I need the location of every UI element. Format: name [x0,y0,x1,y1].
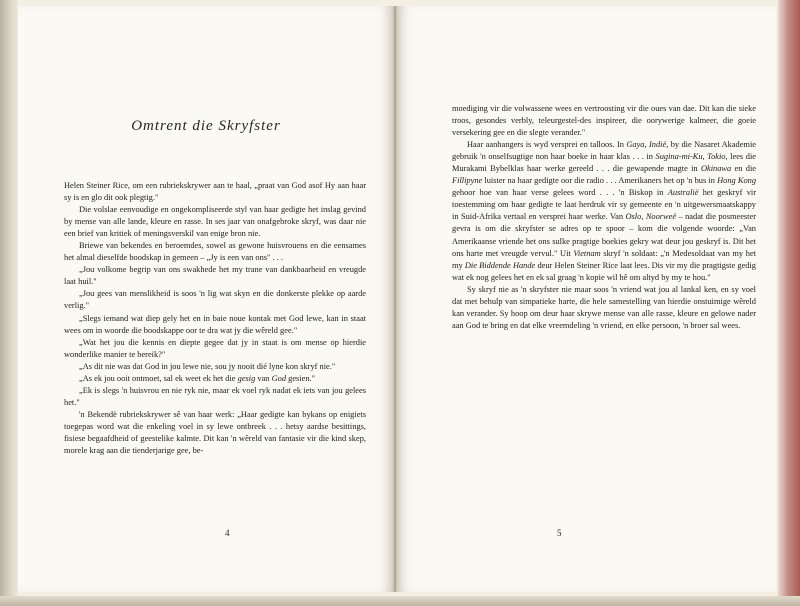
text-run: en die [731,164,756,174]
text-run: Sy skryf nie as 'n skryfster nie maar soos 'n vriend wat jou al lankal ken, en sy voel dat met behulp van simpatieke harte, die hele samestelling van hierdie onstuimige wêreld kan verander. Sy hoop om deur haar skrywe mense van alle rasse, kleure en gelowe nader aan God te bring en dat elke vreemdeling 'n vriend, en elke persoon, 'n broer sal wees. [452,284,756,330]
left-page-body-text [64,180,366,457]
italic-text-run: Okinawa [700,164,732,174]
text-run: „As ek jou ooit ontmoet, sal ek weet ek het die [79,373,238,383]
text-run: Haar aanhangers is wyd versprei en talloos. In [467,140,627,150]
text-run: 'n Bekendë rubriekskrywer sê van haar werk: „Haar gedigte kan bykans op enigiets toegepas word wat die enkeling voel in sy lewe ontbreek . . . hetsy aardse besittings, fisiese begaafdheid of geestelike kalmte. Dit kan 'n wêreld van fantasie vir die kind skep, morele krag aan die tienderjarige gee, be- [64,409,366,456]
paragraph [64,288,366,312]
text-run: „Wat het jou die kennis en diepte gegee dat jy in staat is om mense op hierdie wonderlike manier te bereik?" [64,337,366,359]
text-run: – nadat die posmeester gevra is om die skryfster se adres op te spoor – kom die volgende woorde: „Van Amerikaanse vriende het ons sulke pragtige boekies gekry wat deur jou geskryf is. Dit het ons harte met vreugde vervul." Uit [452,212,757,258]
paragraph [64,337,366,361]
text-run: skryf 'n soldaat: „'n Medesoldaat van my het my [452,248,756,270]
text-run: „Slegs iemand wat diep gely het en in baie noue kontak met God lewe, kan in staat wees om in woorde die boodskappe oor te dra wat jy die wêreld gee." [64,313,366,335]
text-run: deur Helen Steiner Rice laat lees. Dis vir my die pragtigste gedig wat ek nog gelees het en ek sal graag 'n kopie wil hê om altyd by my te hou." [452,260,756,282]
page-title: Omtrent die Skryfster [131,118,281,134]
italic-text-run: God [271,373,287,383]
book-gutter [393,6,397,592]
italic-text-run: Fillipyne [452,176,483,186]
text-run: gesien." [286,373,316,383]
book-cover-left-edge [0,0,18,606]
italic-text-run: Gaya, Indië, [626,140,669,150]
paragraph [452,139,756,284]
italic-text-run: Australië [667,188,699,198]
text-run: lees die Murakami Bybelklas haar werke gereeld . . . die gewapende magte in [452,152,756,174]
italic-text-run: Oslo, Noorweë [625,212,677,222]
paragraph [64,264,366,288]
paragraph [64,409,366,457]
italic-text-run: Vietnam [573,248,601,258]
italic-text-run: gesig [237,373,256,383]
paragraph [64,385,366,409]
text-run: by die Nasaret Akademie gebruik 'n onselfsugtige non haar boeke in haar klas . . . in [452,140,756,162]
text-run: het geskryf vir toestemming om haar gedigte te laat herdruk vir sy gemeente en 'n uitgewersmaatskappy in Suid-Afrika vertaal en versprei haar werke. Van [452,188,756,222]
text-run: van [255,373,272,383]
text-run: luister na haar gedigte oor die radio . . . Amerikaners het op 'n bus in [482,176,718,186]
right-page-body-text [452,103,756,332]
text-run: „Ek is slegs 'n huisvrou en nie ryk nie, maar ek voel ryk nadat ek iets van jou gelees het." [64,385,366,407]
paragraph [64,180,366,204]
text-run: Die volslae eenvoudige en ongekompliseerde styl van haar gedigte het inslag gevind by mense van alle lande, kleure en rasse. In ses jaar van onafgebroke skryf, was daar nie een brief van kritiek of meningsverskil van enige bron nie. [64,205,366,239]
book-cover-right-edge [778,0,800,606]
italic-text-run: Hong Kong [717,176,757,186]
text-run: gehoor hoe van haar verse gelees word . . . 'n Biskop in [452,188,668,198]
text-run: moediging vir die volwassene wees en vertroosting vir die oues van dae. Dit kan die sieke troos, gesondes verbly, teleurgestel-des inspireer, die oorywerige kalmeer, die goeie versekering gee en die slegte verander." [452,104,756,138]
text-run: Briewe van bekendes en beroemdes, sowel as gewone huisvrouens en die eensames het almal dieselfde boodskap in gemeen – „Jy is een van ons" . . . [64,241,366,263]
italic-text-run: Die Biddende Hande [464,260,536,270]
paragraph [452,103,756,139]
paragraph [64,313,366,337]
paragraph [64,240,366,264]
page-number-left: 4 [225,528,230,538]
text-run: „Jou volkome begrip van ons swakhede het my trane van dankbaarheid en vreugde laat huil." [64,265,366,287]
text-run: Helen Steiner Rice, om een rubriekskrywer aan te haal, „praat van God asof Hy aan haar sy is en glo dit ook plegtig." [64,181,366,203]
book-cover-bottom-edge [0,596,800,606]
text-run: „Jou gees van menslikheid is soos 'n lig wat skyn en die donkerste plekke op aarde verlig." [64,289,366,311]
paragraph [64,361,366,373]
italic-text-run: Sugina-mi-Ku, Tokio, [655,152,728,162]
paragraph [64,204,366,240]
page-number-right: 5 [557,528,562,538]
paragraph [64,373,366,385]
paragraph [452,284,756,332]
text-run: „As dit nie was dat God in jou lewe nie, sou jy nooit dié lyne kon skryf nie." [79,361,336,371]
